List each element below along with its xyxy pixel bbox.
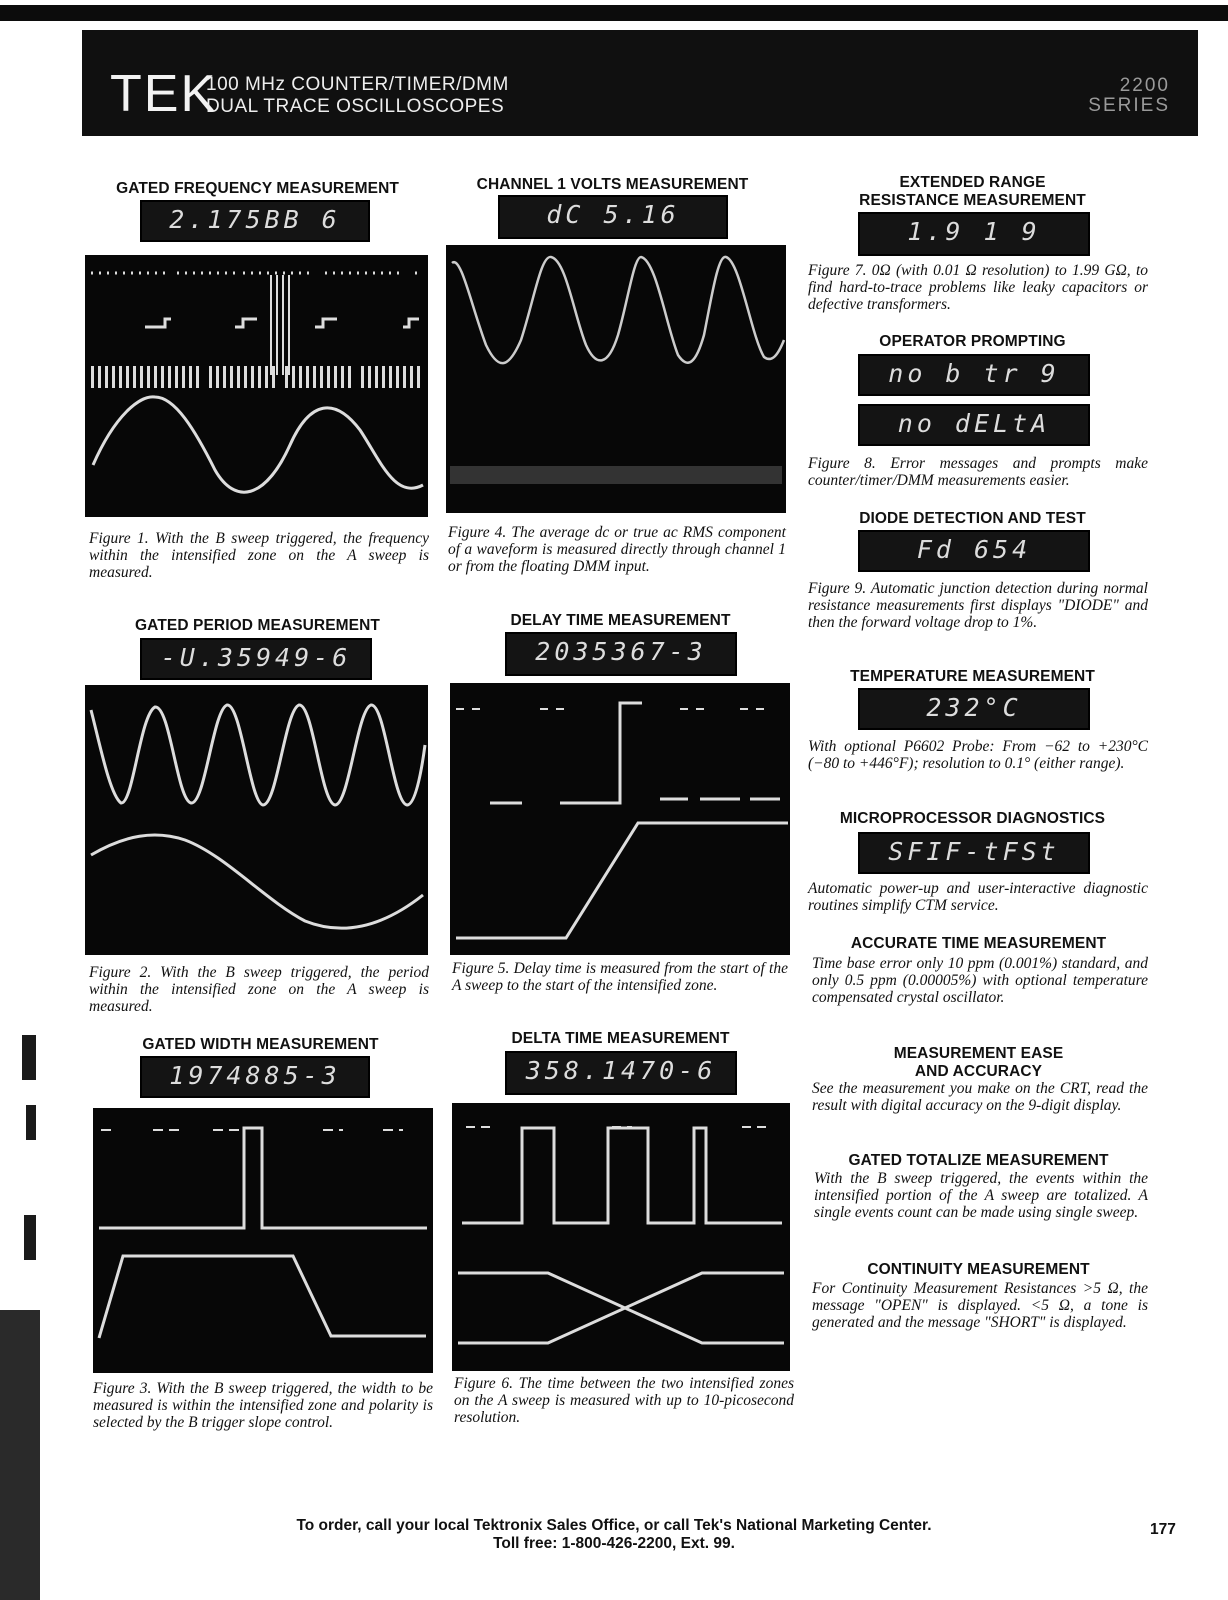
scope-figure-6 [452,1103,790,1371]
heading-gated-frequency: GATED FREQUENCY MEASUREMENT [116,180,399,197]
binding-mark [0,1310,40,1600]
heading-measurement-ease [806,1045,1151,1081]
footer-line-2: Toll free: 1-800-426-2200, Ext. 99. [493,1535,735,1552]
series-line-1: 2200 [1119,75,1170,96]
brand-logo: TEK [110,65,218,123]
caption-figure-3: Figure 3. With the B sweep triggered, the width to be measured is within the intensified zone and polarity is selected by the B trigger slope control. [93,1380,433,1431]
heading-line-2: RESISTANCE MEASUREMENT [859,192,1086,209]
heading-gated-totalize: GATED TOTALIZE MEASUREMENT [848,1152,1109,1169]
caption-figure-9: Figure 9. Automatic junction detection during normal resistance measurements first displays "DIODE" and then the forward voltage drop to 1%. [808,580,1148,631]
readout-prompt-no-delta: no dELtA [858,404,1090,446]
readout-diagnostics: SFIF-tFSt [858,832,1090,874]
scope-trace-figure-1 [85,255,428,517]
heading-accurate-time: ACCURATE TIME MEASUREMENT [850,935,1107,952]
page-header-banner [82,30,1198,136]
caption-figure-6: Figure 6. The time between the two intensified zones on the A sweep is measured with up to 10-picosecond resolution. [454,1375,794,1426]
caption-figure-5: Figure 5. Delay time is measured from the start of the A sweep to the start of the intensified zone. [452,960,788,994]
temperature-description: With optional P6602 Probe: From −62 to +230°C (−80 to +446°F); resolution to 0.1° (either range). [808,738,1148,772]
caption-figure-2: Figure 2. With the B sweep triggered, the period within the intensified zone on the A sweep is measured. [89,964,429,1015]
top-edge-bar [0,5,1228,21]
gated-totalize-description: With the B sweep triggered, the events within the intensified portion of the A sweep are totalized. A single events count can be made using single sweep. [814,1170,1148,1221]
heading-line-2: AND ACCURACY [914,1063,1043,1080]
order-footer [0,1517,1228,1553]
heading-channel-1-volts: CHANNEL 1 VOLTS MEASUREMENT [476,176,749,193]
scope-trace-figure-6 [452,1103,790,1371]
heading-line-1: MEASUREMENT EASE [893,1045,1064,1062]
caption-figure-4: Figure 4. The average dc or true ac RMS component of a waveform is measured directly through channel 1 or from the floating DMM input. [448,524,786,575]
heading-gated-width: GATED WIDTH MEASUREMENT [142,1036,379,1053]
heading-temperature: TEMPERATURE MEASUREMENT [850,668,1095,685]
readout-delay-time: 2035367-3 [505,632,737,676]
accurate-time-description: Time base error only 10 ppm (0.001%) standard, and only 0.5 ppm (0.00005%) with optional temperature compensated crystal oscillator. [812,955,1148,1006]
scope-trace-figure-2 [85,685,428,955]
heading-microprocessor-diagnostics: MICROPROCESSOR DIAGNOSTICS [839,810,1106,827]
footer-line-1: To order, call your local Tektronix Sales Office, or call Tek's National Marketing Center. [296,1517,932,1534]
heading-delay-time: DELAY TIME MEASUREMENT [510,612,731,629]
readout-gated-frequency: 2.175BB 6 [140,200,370,242]
series-line-2: SERIES [1088,95,1170,116]
caption-figure-8: Figure 8. Error messages and prompts make counter/timer/DMM measurements easier. [808,455,1148,489]
continuity-description: For Continuity Measurement Resistances >5 Ω, the message "OPEN" is displayed. <5 Ω, a tone is generated and the message "SHORT" is displayed. [812,1280,1148,1331]
readout-prompt-no-btrig: no b tr 9 [858,354,1090,396]
readout-resistance: 1.9 1 9 [858,212,1090,256]
heading-diode-detection: DIODE DETECTION AND TEST [859,510,1086,527]
scope-figure-3 [93,1108,433,1373]
scope-figure-1 [85,255,428,517]
heading-extended-range-resistance [800,174,1145,210]
readout-channel-1-volts: dC 5.16 [498,195,728,239]
diagnostics-description: Automatic power-up and user-interactive diagnostic routines simplify CTM service. [808,880,1148,914]
readout-diode: Fd 654 [858,530,1090,572]
binding-mark [26,1105,36,1140]
caption-figure-7: Figure 7. 0Ω (with 0.01 Ω resolution) to 1.99 GΩ, to find hard-to-trace problems like leaky capacitors or defective transformers. [808,262,1148,313]
series-label [1088,76,1170,116]
heading-operator-prompting: OPERATOR PROMPTING [879,333,1066,350]
heading-continuity: CONTINUITY MEASUREMENT [867,1261,1090,1278]
readout-gated-period: -U.35949-6 [140,638,372,680]
scope-figure-5 [450,683,790,955]
scope-figure-4 [446,245,786,513]
header-line-1: 100 MHz COUNTER/TIMER/DMM [206,74,509,95]
heading-gated-period: GATED PERIOD MEASUREMENT [135,617,380,634]
scope-figure-2 [85,685,428,955]
binding-mark [24,1215,36,1260]
scope-trace-figure-5 [450,683,790,955]
heading-line-1: EXTENDED RANGE [899,174,1046,191]
measurement-ease-description: See the measurement you make on the CRT, read the result with digital accuracy on the 9-digit display. [812,1080,1148,1114]
readout-gated-width: 1974885-3 [140,1056,370,1098]
page-number: 177 [1150,1521,1176,1538]
header-line-2: DUAL TRACE OSCILLOSCOPES [206,96,505,117]
readout-delta-time: 358.1470-6 [505,1051,737,1095]
readout-temperature: 232°C [858,688,1090,730]
scope-trace-figure-4 [446,245,786,513]
scope-trace-figure-3 [93,1108,433,1373]
header-title [206,74,509,118]
caption-figure-1: Figure 1. With the B sweep triggered, the frequency within the intensified zone on the A sweep is measured. [89,530,429,581]
binding-mark [22,1035,36,1080]
heading-delta-time: DELTA TIME MEASUREMENT [511,1030,730,1047]
